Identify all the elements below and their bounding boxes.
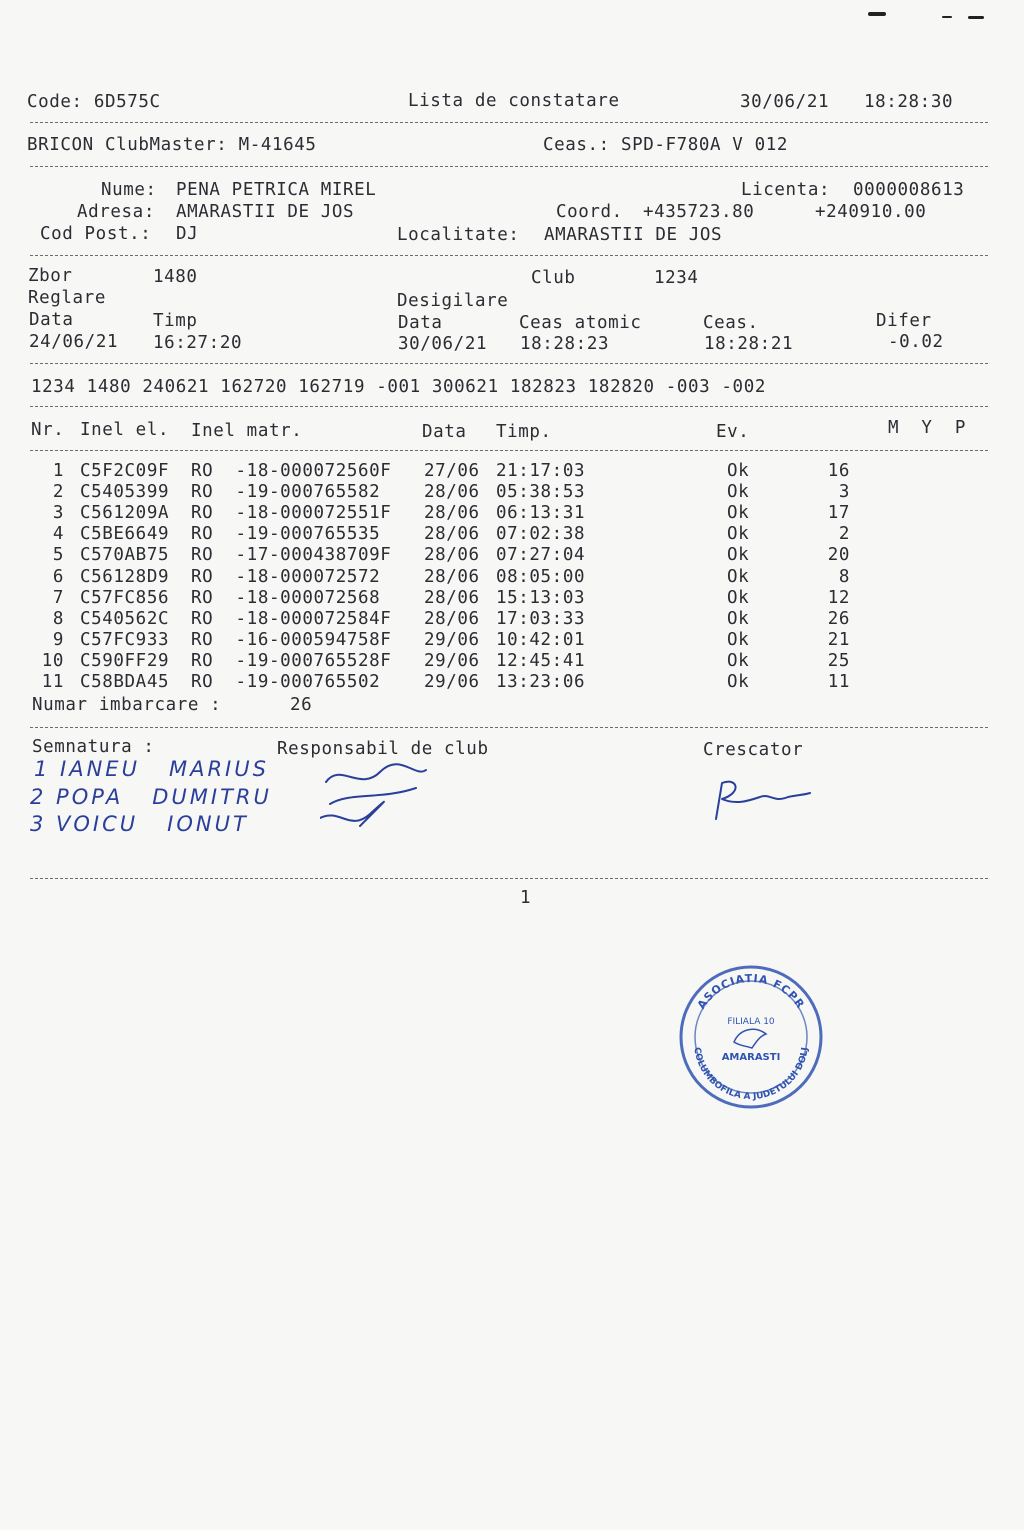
cell-m: 11 [827,672,850,692]
cell-ev: Ok [727,524,750,545]
scan-mark [968,16,984,19]
club-stamp [676,962,826,1112]
cell-data: 28/06 [424,587,480,608]
desig-data: 30/06/21 [398,334,488,354]
embark-value: 26 [290,695,313,715]
cell-data: 27/06 [424,461,480,481]
cell-ev: Ok [727,503,750,524]
cell-timp: 05:38:53 [496,482,586,503]
cell-inel-matr: RO -17-000438709F [191,545,392,566]
cell-timp: 07:02:38 [496,524,586,545]
cell-ev: Ok [727,587,750,608]
cell-inel-el: C57FC933 [80,629,170,650]
cell-timp: 07:27:04 [496,545,586,566]
license-label: Licenta: [741,180,831,200]
coord-lon: +240910.00 [815,202,927,222]
table-row [0,630,1024,651]
club-label: Club [531,268,576,288]
flight-label: Zbor [28,266,73,286]
table-row [0,567,1024,588]
cell-ev: Ok [727,650,750,671]
cell-nr: 2 [52,482,64,503]
document-title: Lista de constatare [408,91,620,111]
cell-m: 20 [827,545,850,566]
cell-inel-matr: RO -16-000594758F [191,629,392,650]
col-data: Data [422,422,467,442]
cell-nr: 6 [52,566,64,587]
cell-data: 28/06 [424,482,480,503]
cell-timp: 12:45:41 [496,650,586,671]
clubmaster-id: BRICON ClubMaster: M-41645 [27,135,317,155]
ceas-atomic-label: Ceas atomic [519,313,642,333]
flight-value: 1480 [153,267,198,287]
divider [30,255,988,256]
col-inel-el: Inel el. [80,420,170,440]
cell-nr: 11 [41,672,64,692]
club-responsible-label: Responsabil de club [277,739,489,759]
data2-label: Data [398,313,443,333]
desig-ceas: 18:28:21 [704,334,794,354]
cell-nr: 3 [52,503,64,524]
stamp-text-right: FILIALA 10 [727,1017,775,1027]
cell-inel-matr: RO -19-000765502 [191,672,381,692]
desigilare-label: Desigilare [397,291,509,311]
cell-data: 28/06 [424,566,480,587]
embark-label: Numar imbarcare : [32,695,222,715]
code-line: 1234 1480 240621 162720 162719 -001 300621 182823 182820 -003 -002 [31,377,766,397]
cell-nr: 4 [52,524,64,545]
cell-inel-el: C570AB75 [80,545,170,566]
cell-nr: 9 [52,629,64,650]
stamp-text-top: ASOCIATIA FCPR [694,971,808,1012]
name-label: Nume: [101,180,157,200]
cell-ev: Ok [727,482,750,503]
coord-lat: +435723.80 [643,202,755,222]
page-number: 1 [520,888,532,908]
data-label: Data [29,310,74,330]
signature-label: Semnatura : [32,737,155,757]
cell-nr: 5 [52,545,64,566]
cell-ev: Ok [727,461,750,481]
cell-timp: 21:17:03 [496,461,586,481]
table-row [0,588,1024,609]
difer-label: Difer [876,311,932,331]
cell-data: 28/06 [424,524,480,545]
breeder-signature [708,775,818,825]
cell-nr: 1 [52,461,64,481]
address-value: AMARASTII DE JOS [176,202,355,222]
cell-nr: 7 [52,587,64,608]
cell-data: 29/06 [424,650,480,671]
license-value: 0000008613 [853,180,965,200]
cell-inel-el: C5BE6649 [80,524,170,545]
scan-mark [868,12,886,16]
header-date: 30/06/21 [740,92,830,112]
cell-inel-matr: RO -18-000072584F [191,608,392,629]
club-value: 1234 [654,268,699,288]
col-inel-matr: Inel matr. [191,421,303,441]
cell-inel-el: C590FF29 [80,650,170,671]
cell-inel-matr: RO -19-000765528F [191,650,392,671]
cell-timp: 10:42:01 [496,629,586,650]
scan-mark [942,16,952,18]
table-row [0,461,1024,482]
col-nr: Nr. [31,420,65,440]
cell-timp: 13:23:06 [496,672,586,692]
handwritten-line-3: 3 VOICU IONUT [30,812,249,836]
handwritten-line-1: 1 IANEU MARIUS [34,757,269,781]
dove-icon [734,1029,766,1048]
cell-ev: Ok [727,608,750,629]
table-row [0,672,1024,693]
divider [30,122,988,123]
cell-inel-matr: RO -18-000072560F [191,461,392,481]
divider [30,166,988,167]
col-myp: M Y P [888,418,966,438]
postcode-value: DJ [176,224,199,244]
cell-inel-el: C58BDA45 [80,672,170,692]
name-value: PENA PETRICA MIREL [176,180,377,200]
table-row [0,524,1024,545]
breeder-label: Crescator [703,740,804,760]
ceas-label: Ceas. [703,313,759,333]
cell-m: 8 [838,566,850,587]
cell-ev: Ok [727,545,750,566]
divider [30,450,988,451]
cell-m: 2 [838,524,850,545]
desig-atomic: 18:28:23 [520,334,610,354]
cell-inel-el: C56128D9 [80,566,170,587]
cell-inel-el: C5405399 [80,482,170,503]
table-row [0,609,1024,630]
coord-label: Coord. [556,202,623,222]
table-row [0,482,1024,503]
cell-inel-matr: RO -18-000072568 [191,587,381,608]
cell-timp: 15:13:03 [496,587,586,608]
cell-timp: 08:05:00 [496,566,586,587]
cell-data: 28/06 [424,608,480,629]
cell-timp: 06:13:31 [496,503,586,524]
col-timp: Timp. [496,422,552,442]
cell-m: 25 [827,650,850,671]
address-label: Adresa: [77,202,155,222]
handwritten-line-2: 2 POPA DUMITRU [30,785,272,809]
cell-data: 28/06 [424,545,480,566]
cell-m: 21 [827,629,850,650]
cell-m: 16 [827,461,850,481]
timp-label: Timp [153,311,198,331]
reglare-timp: 16:27:20 [153,333,243,353]
cell-inel-matr: RO -19-000765582 [191,482,381,503]
cell-ev: Ok [727,629,750,650]
cell-data: 29/06 [424,629,480,650]
cell-inel-matr: RO -19-000765535 [191,524,381,545]
divider [30,878,988,879]
cell-data: 28/06 [424,503,480,524]
header-time: 18:28:30 [864,92,954,112]
divider [30,406,988,407]
cell-m: 12 [827,587,850,608]
locality-value: AMARASTII DE JOS [544,225,723,245]
cell-inel-el: C540562C [80,608,170,629]
cell-inel-el: C57FC856 [80,587,170,608]
clock-id: Ceas.: SPD-F780A V 012 [543,135,788,155]
divider [30,363,988,364]
col-ev: Ev. [716,422,750,442]
cell-data: 29/06 [424,672,480,692]
cell-inel-el: C561209A [80,503,170,524]
cell-nr: 8 [52,608,64,629]
reglare-data: 24/06/21 [29,332,119,352]
divider [30,727,988,728]
postcode-label: Cod Post.: [40,224,152,244]
cell-inel-el: C5F2C09F [80,461,170,481]
cell-timp: 17:03:33 [496,608,586,629]
cell-m: 26 [827,608,850,629]
cell-ev: Ok [727,566,750,587]
code-field: Code: 6D575C [27,92,161,112]
cell-inel-matr: RO -18-000072551F [191,503,392,524]
cell-ev: Ok [727,672,750,692]
cell-m: 17 [827,503,850,524]
reglare-label: Reglare [28,288,106,308]
cell-nr: 10 [41,650,64,671]
cell-m: 3 [838,482,850,503]
table-row [0,545,1024,566]
stamp-text-center: AMARASTI [721,1052,781,1063]
cell-inel-matr: RO -18-000072572 [191,566,381,587]
locality-label: Localitate: [397,225,520,245]
table-row [0,503,1024,524]
stamp-text-bottom: COLUMBOFILA A JUDETULUI DOLJ [691,1046,811,1103]
table-row [0,651,1024,672]
signature-scribble-1 [320,752,430,832]
difer-value: -0.02 [888,332,944,352]
